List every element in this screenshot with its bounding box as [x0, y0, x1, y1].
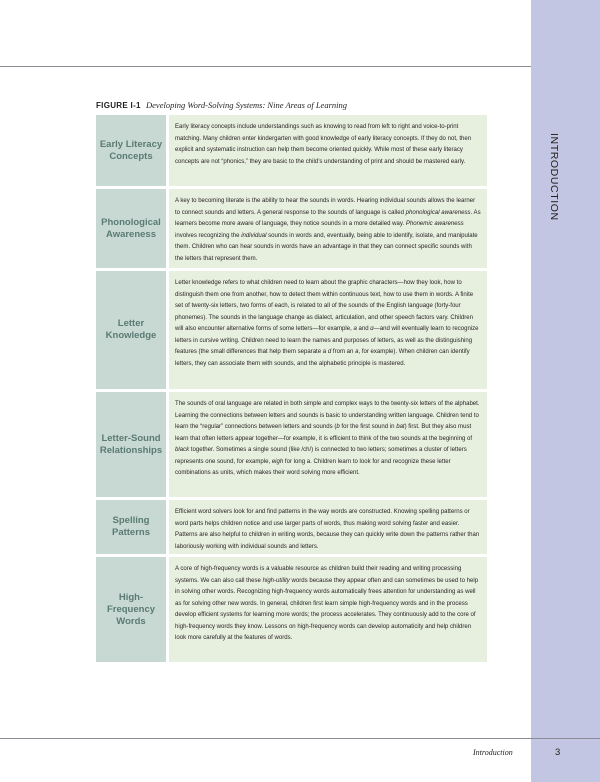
table-row: [96, 392, 487, 497]
description-text: for the first sound in: [339, 424, 397, 430]
side-tab-label: INTRODUCTION: [548, 133, 560, 221]
italic-term: d: [327, 349, 332, 355]
area-description: [169, 115, 487, 186]
description-text: A key to becoming literate is the ability to hear the sounds in words. Hearing individual sounds allows the learner to connect sounds and letters. A general response to the sounds of language is called: [175, 198, 476, 216]
description-text: involves recognizing the: [175, 232, 242, 239]
description-text: Efficient word solvers look for and find patterns in the way words are constructed. Knowing spelling patterns or word parts helps children notice and use larger parts of words, thus making word solving faster and easier. Patterns are also helpful to children in writing words, because they can quickly write down the patterns rather than laboriously working with individual sounds and letters.: [175, 509, 480, 550]
description-text: ) first. But they also must learn that often letters appear together—for example, it is efficient to think of the two sounds at the beginning of: [175, 424, 473, 442]
italic-term: black: [175, 447, 190, 453]
area-label: Phonological Awareness: [96, 189, 166, 268]
top-rule: [0, 66, 531, 67]
italic-term: a: [355, 349, 359, 355]
description-text: for long a. Children learn to look for and recognize these letter combinations as units, which makes their word solving more efficient.: [175, 458, 451, 476]
italic-term: phonological awareness: [405, 209, 471, 216]
description-text: from an: [331, 349, 356, 355]
learning-areas-table: [96, 115, 487, 662]
table-row: [96, 500, 487, 554]
description-text: together. Sometimes a single sound (like /ch/) is connected to two letters; sometimes a cluster of letters represents one sound, for example,: [175, 447, 467, 465]
italic-term: eigh: [271, 458, 284, 465]
description-text: . As learners become more aware of language, they notice sounds in a more detailed way.: [175, 209, 481, 227]
area-description: [169, 500, 487, 554]
area-label: Spelling Patterns: [96, 500, 166, 554]
area-description: [169, 392, 487, 497]
bottom-rule: [0, 738, 600, 739]
table-row: [96, 115, 487, 186]
figure-caption: [96, 100, 516, 110]
description-text: , for example). When children can identify letters, they can associate them with sounds, and the alphabetic principle is mastered.: [175, 349, 470, 367]
area-label: Early Literacy Concepts: [96, 115, 166, 186]
running-title: Introduction: [473, 748, 513, 757]
description-text: The sounds of oral language are related in both simple and complex ways to the twenty-six letters of the alphabet. Learning the connections between letters and sounds is basic to understanding written language. Children tend to learn the “regular” connections between letters and sounds (: [175, 401, 480, 430]
area-description: [169, 557, 487, 662]
description-text: Letter knowledge refers to what children need to learn about the graphic characters—how they look, how to distinguish them one from another, how to detect them within continuous text, how to use them in words. A finite set of twenty-six letters, two forms of each, is related to all of the sounds of the English language (forty-four phonemes). The sounds in the language change as dialect, articulation, and other speech factors vary. Children will also encounter alternative forms of some letters—for example,: [175, 280, 474, 332]
italic-term: ɑ: [370, 326, 374, 332]
italic-term: individual: [241, 232, 267, 239]
table-row: [96, 271, 487, 389]
area-description: [169, 271, 487, 389]
area-description: [169, 189, 487, 268]
table-row: [96, 557, 487, 662]
description-text: words because they appear often and can sometimes be used to help in solving other words. Recognizing high-frequency words automatically frees attention for understanding as well as for solving other new words. In general, children first learn simple high-frequency words and in the process develop efficient systems for learning more words; the process accelerates. They continuously add to the core of high-frequency words they know. Lessons on high-frequency words can develop automaticity and help children look more carefully at the features of words.: [175, 577, 479, 641]
table-row: [96, 189, 487, 268]
figure-label: FIGURE I-1: [96, 101, 141, 110]
area-label: Letter Knowledge: [96, 271, 166, 389]
page-number: 3: [555, 747, 561, 758]
description-text: A core of high-frequency words is a valuable resource as children build their reading and writing processing systems. We can also call these: [175, 566, 462, 584]
italic-term: Phonemic awareness: [405, 221, 464, 227]
description-text: Early literacy concepts include understandings such as knowing to read from left to right and voice-to-print matching. Many children enter kindergarten with good knowledge of early literacy concepts. If they do not, then explicit and systematic instruction can help them become oriented quickly. While most of these early literacy concepts are not “phonics,” they are basic to the child’s understanding of print and should be mastered early.: [175, 124, 472, 165]
italic-term: bat: [396, 424, 405, 430]
description-text: and: [356, 326, 371, 332]
italic-term: b: [336, 424, 340, 430]
italic-term: a: [353, 326, 357, 332]
side-tab: [531, 0, 600, 782]
area-label: High-Frequency Words: [96, 557, 166, 662]
description-text: —and will eventually learn to recognize letters in cursive writing. Children need to learn the names and purposes of letters, as well as the distinguishing features (the small differences that help them separate a: [175, 326, 479, 355]
description-text: sounds in words and, eventually, being able to identify, isolate, and manipulate them. Children who can hear sounds in words have an advantage in that they can connect specific sounds with the letters that represent them.: [175, 232, 478, 262]
figure-title: Developing Word-Solving Systems: Nine Areas of Learning: [146, 100, 348, 110]
italic-term: high-utility: [262, 577, 290, 584]
area-label: Letter-Sound Relationships: [96, 392, 166, 497]
